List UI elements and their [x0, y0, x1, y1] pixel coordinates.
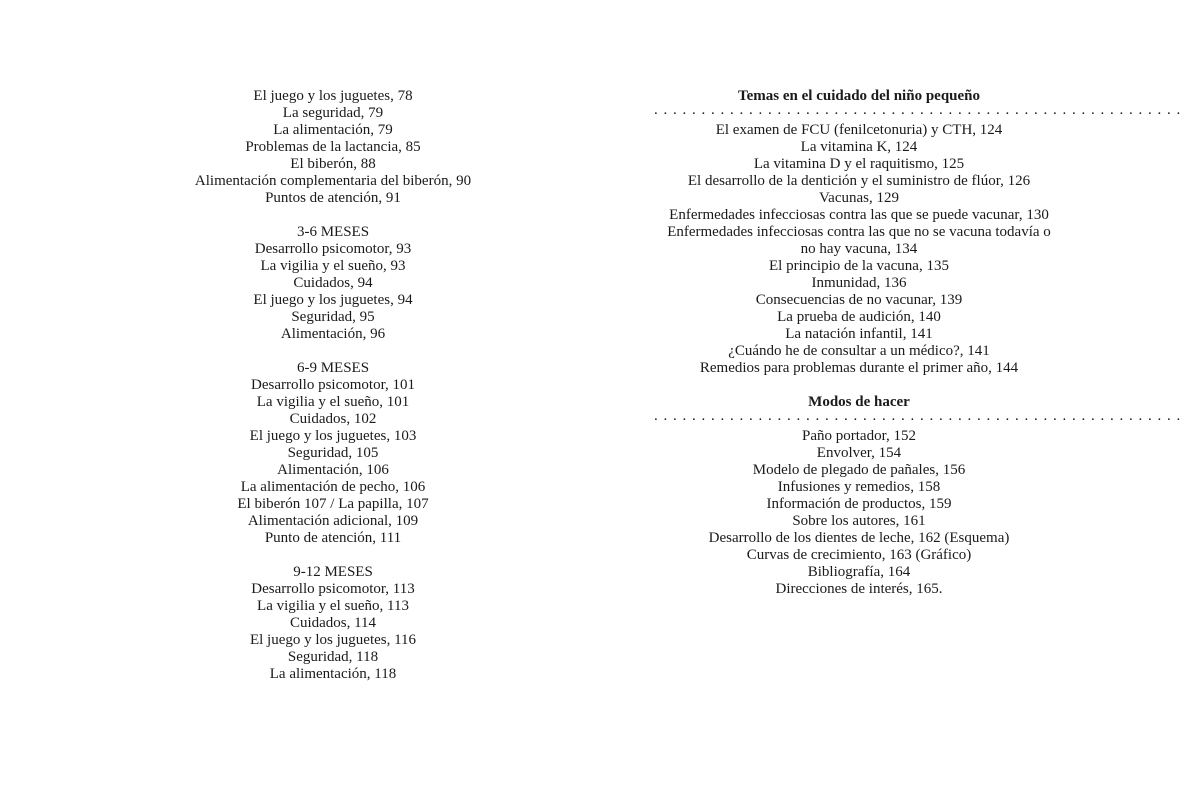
age-heading: 9-12 MESES [293, 564, 373, 580]
toc-entry: Paño portador, 152 [802, 428, 916, 444]
toc-section-how-to [654, 394, 1182, 598]
toc-entry: Cuidados, 94 [293, 275, 373, 291]
toc-entry: La vigilia y el sueño, 101 [256, 394, 410, 410]
section-gap [654, 377, 1064, 394]
toc-entry: La prueba de audición, 140 [777, 309, 941, 325]
toc-entry: Alimentación, 106 [277, 462, 389, 478]
toc-entry: El biberón, 88 [290, 156, 376, 172]
toc-entry: Punto de atención, 111 [264, 530, 402, 546]
toc-entry: no hay vacuna, 134 [800, 241, 918, 257]
toc-group-3-6-months [183, 224, 483, 343]
toc-entry: La vitamina K, 124 [800, 139, 918, 155]
toc-entry: El juego y los juguetes, 94 [253, 292, 413, 308]
section-title: Temas en el cuidado del niño pequeño [738, 88, 980, 104]
toc-entry: Enfermedades infecciosas contra las que no se vacuna todavía o [667, 224, 1051, 240]
toc-entry: Desarrollo psicomotor, 93 [254, 241, 412, 257]
section-title: Modos de hacer [808, 394, 910, 410]
toc-entry: ¿Cuándo he de consultar a un médico?, 141 [728, 343, 990, 359]
toc-entry: Sobre los autores, 161 [792, 513, 926, 529]
toc-entry: Bibliografía, 164 [807, 564, 911, 580]
toc-entry: Puntos de atención, 91 [265, 190, 401, 206]
toc-entry: Vacunas, 129 [819, 190, 899, 206]
toc-entry: Seguridad, 95 [291, 309, 375, 325]
toc-entry: El juego y los juguetes, 78 [253, 88, 413, 104]
toc-entry: Cuidados, 102 [289, 411, 377, 427]
toc-entry: La vigilia y el sueño, 113 [257, 598, 409, 614]
toc-entry: La vigilia y el sueño, 93 [260, 258, 406, 274]
toc-entry: Consecuencias de no vacunar, 139 [755, 292, 963, 308]
toc-entry: Direcciones de interés, 165. [775, 581, 943, 597]
toc-entry: La natación infantil, 141 [785, 326, 933, 342]
toc-entry: Alimentación adicional, 109 [247, 513, 419, 529]
toc-entry: El juego y los juguetes, 103 [249, 428, 417, 444]
toc-entry: Infusiones y remedios, 158 [777, 479, 941, 495]
toc-group-newborn [183, 88, 483, 207]
toc-entry: El biberón 107 / La papilla, 107 [237, 496, 429, 512]
toc-entry: La alimentación de pecho, 106 [240, 479, 426, 495]
toc-entry: Seguridad, 105 [287, 445, 379, 461]
toc-entry: Alimentación complementaria del biberón, 90 [194, 173, 472, 189]
toc-entry: El examen de FCU (fenilcetonuria) y CTH, 124 [715, 122, 1003, 138]
toc-entry: Desarrollo psicomotor, 101 [251, 377, 415, 393]
toc-entry: Desarrollo de los dientes de leche, 162 (Esquema) [708, 530, 1010, 546]
toc-group-6-9-months [183, 360, 483, 547]
toc-section-child-care [654, 88, 1182, 377]
toc-entry: La seguridad, 79 [282, 105, 384, 121]
toc-entry: Cuidados, 114 [289, 615, 377, 631]
dotted-divider: . . . . . . . . . . . . . . . . . . . . . . . . . . . . . . . . . . . . . . . . . . . . . . . . . . . . . . . . [654, 102, 1182, 118]
toc-entry: Modelo de plegado de pañales, 156 [752, 462, 966, 478]
toc-entry: Enfermedades infecciosas contra las que se puede vacunar, 130 [669, 207, 1049, 223]
toc-entry: La alimentación, 79 [273, 122, 393, 138]
toc-entry: Alimentación, 96 [280, 326, 386, 342]
toc-entry: Seguridad, 118 [287, 649, 379, 665]
toc-group-9-12-months [183, 564, 483, 683]
toc-entry: El juego y los juguetes, 116 [249, 632, 417, 648]
age-heading: 3-6 MESES [296, 224, 370, 240]
dotted-divider: . . . . . . . . . . . . . . . . . . . . . . . . . . . . . . . . . . . . . . . . . . . . . . . . . . . . . . . . [654, 408, 1182, 424]
toc-right-column [654, 88, 1182, 598]
toc-entry: Envolver, 154 [816, 445, 902, 461]
toc-entry: La alimentación, 118 [269, 666, 397, 682]
toc-entry: Remedios para problemas durante el primer año, 144 [699, 360, 1019, 376]
toc-entry: El principio de la vacuna, 135 [769, 258, 949, 274]
age-heading: 6-9 MESES [296, 360, 370, 376]
toc-entry: Desarrollo psicomotor, 113 [251, 581, 415, 597]
toc-entry: El desarrollo de la dentición y el suministro de flúor, 126 [687, 173, 1031, 189]
toc-entry: Curvas de crecimiento, 163 (Gráfico) [746, 547, 972, 563]
toc-entry: Inmunidad, 136 [811, 275, 907, 291]
toc-left-column [183, 88, 483, 683]
toc-entry: Problemas de la lactancia, 85 [245, 139, 421, 155]
toc-entry: La vitamina D y el raquitismo, 125 [753, 156, 965, 172]
toc-entry: Información de productos, 159 [766, 496, 952, 512]
